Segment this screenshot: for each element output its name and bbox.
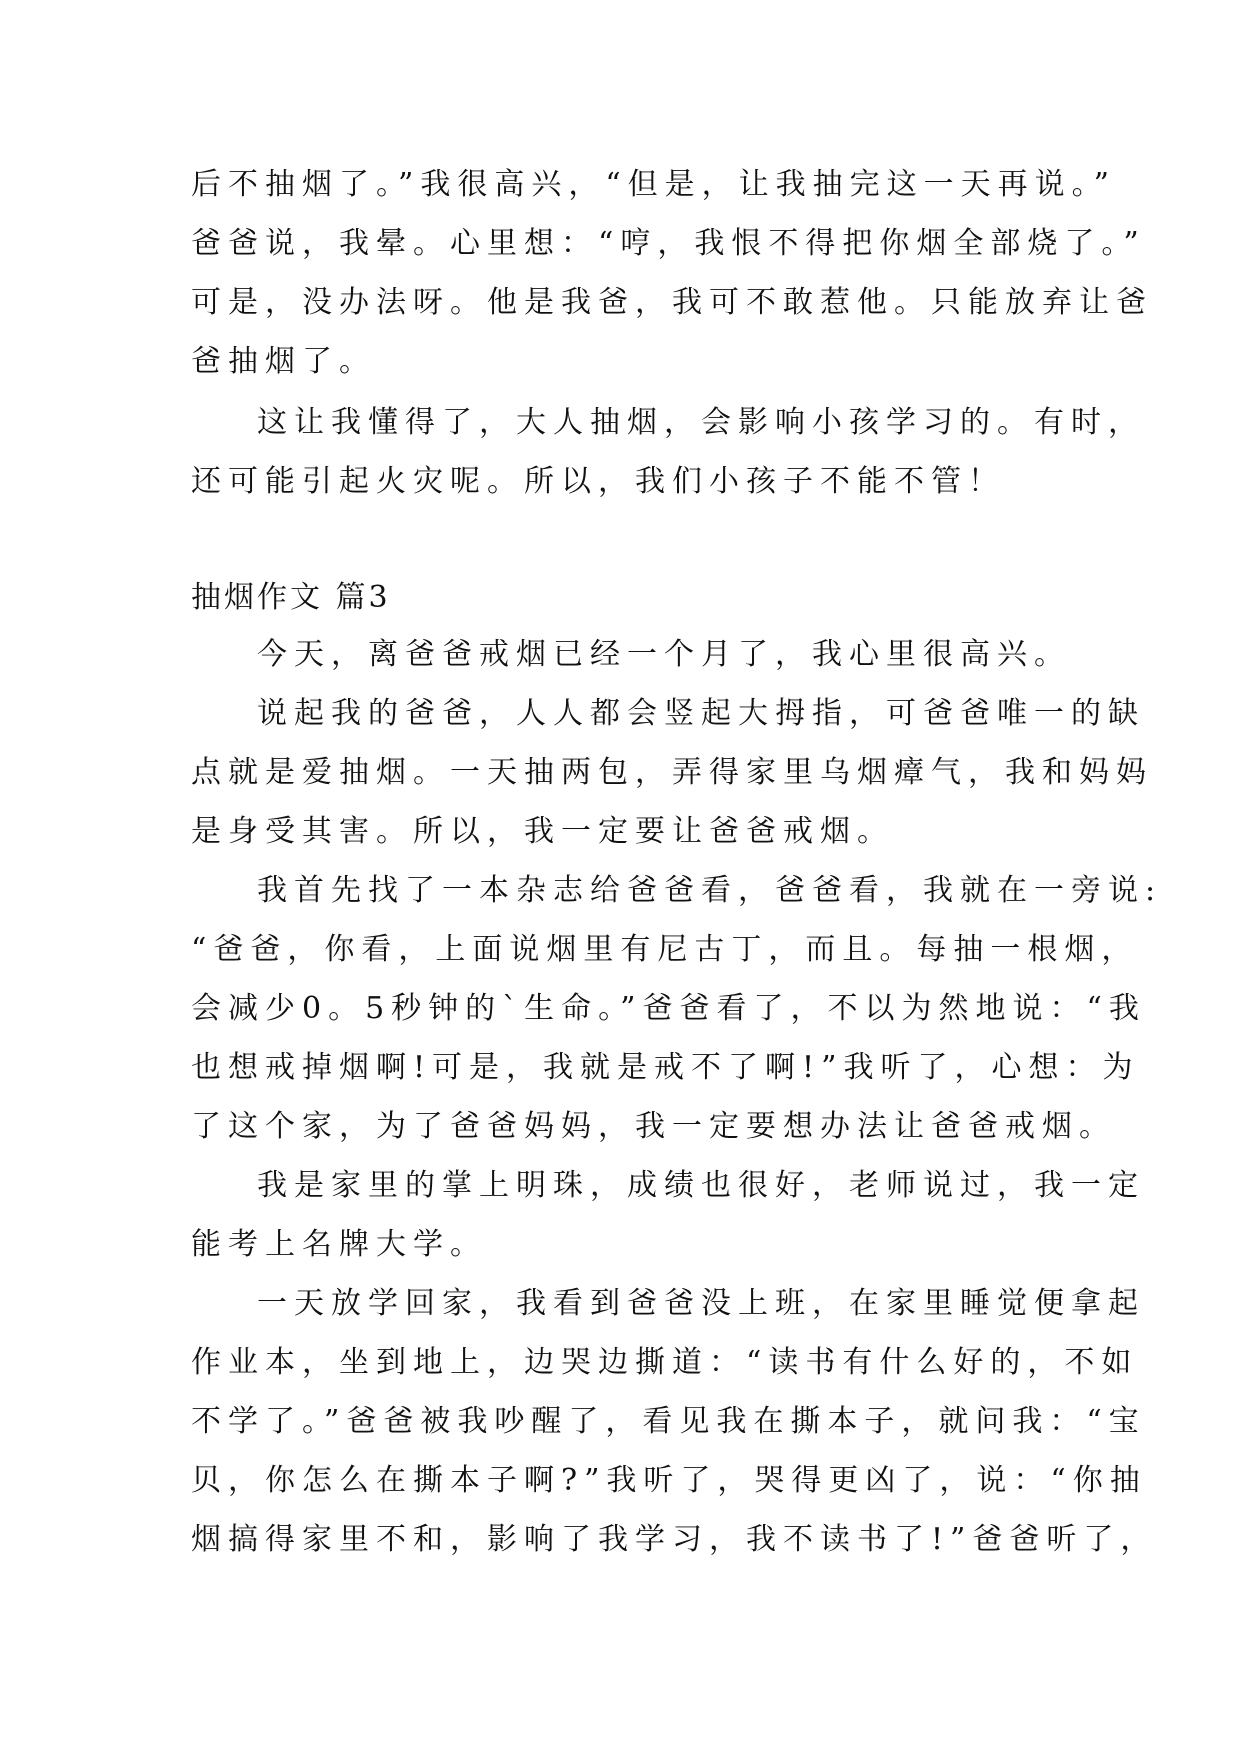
paragraph-line: 可是，没办法呀。他是我爸，我可不敢惹他。只能放弃让爸 bbox=[191, 285, 1153, 320]
paragraph-line: 会减少0。5秒钟的`生命。”爸爸看了，不以为然地说：“我 bbox=[191, 991, 1146, 1026]
paragraph-line: 今天，离爸爸戒烟已经一个月了，我心里很高兴。 bbox=[257, 637, 1071, 672]
paragraph-line: 爸抽烟了。 bbox=[191, 344, 376, 379]
paragraph-line: 不学了。”爸爸被我吵醒了，看见我在撕本子，就问我：“宝 bbox=[191, 1404, 1146, 1439]
paragraph-line: 这让我懂得了，大人抽烟，会影响小孩学习的。有时， bbox=[257, 405, 1145, 440]
paragraph-line: 是身受其害。所以，我一定要让爸爸戒烟。 bbox=[191, 814, 894, 849]
paragraph-line: “爸爸，你看，上面说烟里有尼古丁，而且。每抽一根烟， bbox=[191, 932, 1139, 967]
paragraph-line: 点就是爱抽烟。一天抽两包，弄得家里乌烟瘴气，我和妈妈 bbox=[191, 755, 1153, 790]
paragraph-line: 了这个家，为了爸爸妈妈，我一定要想办法让爸爸戒烟。 bbox=[191, 1109, 1116, 1144]
paragraph-line: 我首先找了一本杂志给爸爸看，爸爸看，我就在一旁说: bbox=[257, 873, 1163, 908]
paragraph-line: 爸爸说，我晕。心里想：“哼，我恨不得把你烟全部烧了。” bbox=[191, 226, 1146, 261]
paragraph-line: 还可能引起火灾呢。所以，我们小孩子不能不管！ bbox=[191, 464, 1005, 499]
section-heading: 抽烟作文 篇3 bbox=[191, 580, 391, 615]
paragraph-line: 也想戒掉烟啊!可是，我就是戒不了啊!”我听了，心想：为 bbox=[191, 1050, 1140, 1085]
paragraph-line: 我是家里的掌上明珠，成绩也很好，老师说过，我一定 bbox=[257, 1168, 1145, 1203]
paragraph-line: 一天放学回家，我看到爸爸没上班，在家里睡觉便拿起 bbox=[257, 1286, 1145, 1321]
paragraph-line: 能考上名牌大学。 bbox=[191, 1227, 487, 1262]
paragraph-line: 说起我的爸爸，人人都会竖起大拇指，可爸爸唯一的缺 bbox=[257, 696, 1145, 731]
paragraph-line: 作业本，坐到地上，边哭边撕道：“读书有什么好的，不如 bbox=[191, 1345, 1139, 1380]
paragraph-line: 烟搞得家里不和，影响了我学习，我不读书了!”爸爸听了， bbox=[191, 1522, 1158, 1557]
paragraph-line: 后不抽烟了。”我很高兴，“但是，让我抽完这一天再说。” bbox=[191, 167, 1117, 202]
paragraph-line: 贝，你怎么在撕本子啊?”我听了，哭得更凶了，说：“你抽 bbox=[191, 1463, 1147, 1498]
